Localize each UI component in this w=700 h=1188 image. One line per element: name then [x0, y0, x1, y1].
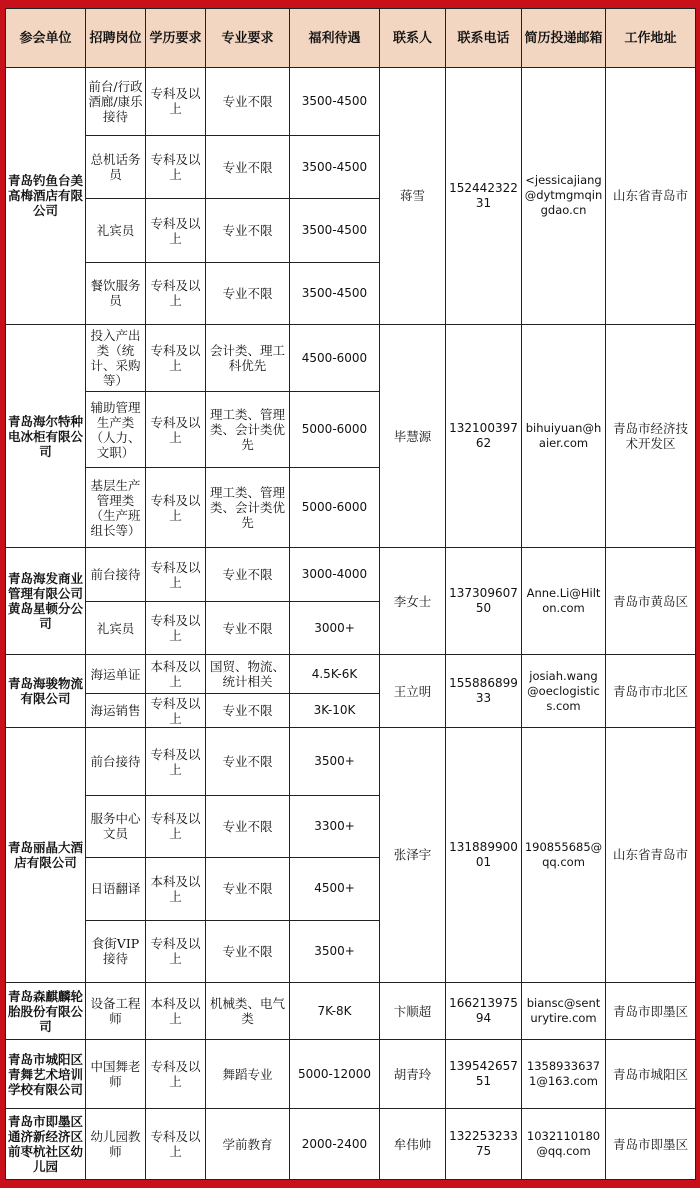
position-cell: 前台/行政酒廊/康乐接待: [86, 68, 146, 136]
contact-cell: 王立明: [380, 655, 446, 728]
company-name-cell: 青岛海发商业管理有限公司黄岛星顿分公司: [6, 548, 86, 655]
recruitment-table: [5, 8, 696, 1180]
education-cell: 专科及以上: [146, 1040, 206, 1109]
address-cell: 山东省青岛市: [606, 728, 696, 983]
salary-cell: 4.5K-6K: [290, 655, 380, 694]
education-cell: 专科及以上: [146, 694, 206, 728]
table-row: [6, 1040, 696, 1109]
major-cell: 会计类、理工科优先: [206, 324, 290, 392]
education-cell: 本科及以上: [146, 982, 206, 1039]
major-cell: 专业不限: [206, 68, 290, 136]
header-row: [6, 9, 696, 68]
salary-cell: 3500-4500: [290, 263, 380, 325]
major-cell: 专业不限: [206, 795, 290, 857]
address-cell: 山东省青岛市: [606, 68, 696, 325]
major-cell: 机械类、电气类: [206, 982, 290, 1039]
header-company: 参会单位: [6, 9, 86, 68]
job-fair-sheet: [5, 8, 695, 1180]
position-cell: 总机话务员: [86, 135, 146, 199]
major-cell: 专业不限: [206, 694, 290, 728]
major-cell: 学前教育: [206, 1109, 290, 1180]
table-row: [6, 548, 696, 601]
salary-cell: 3500-4500: [290, 135, 380, 199]
salary-cell: 3500+: [290, 921, 380, 983]
position-cell: 前台接待: [86, 728, 146, 796]
salary-cell: 4500-6000: [290, 324, 380, 392]
address-cell: 青岛市城阳区: [606, 1040, 696, 1109]
header-address: 工作地址: [606, 9, 696, 68]
major-cell: 专业不限: [206, 199, 290, 263]
phone-cell: 15588689933: [446, 655, 522, 728]
email-cell: 1032110180@qq.com: [522, 1109, 606, 1180]
salary-cell: 7K-8K: [290, 982, 380, 1039]
email-cell: josiah.wang@oeclogistics.com: [522, 655, 606, 728]
table-row: [6, 655, 696, 694]
education-cell: 专科及以上: [146, 135, 206, 199]
education-cell: 专科及以上: [146, 199, 206, 263]
table-body: [6, 68, 696, 1180]
contact-cell: 毕慧源: [380, 324, 446, 548]
education-cell: 专科及以上: [146, 921, 206, 983]
table-row: [6, 68, 696, 136]
major-cell: 舞蹈专业: [206, 1040, 290, 1109]
position-cell: 幼儿园教师: [86, 1109, 146, 1180]
email-cell: Anne.Li@Hilton.com: [522, 548, 606, 655]
contact-cell: 牟伟帅: [380, 1109, 446, 1180]
email-cell: biansc@senturytire.com: [522, 982, 606, 1039]
salary-cell: 3K-10K: [290, 694, 380, 728]
company-name-cell: 青岛市城阳区青舞艺术培训学校有限公司: [6, 1040, 86, 1109]
contact-cell: 蒋雪: [380, 68, 446, 325]
major-cell: 理工类、管理类、会计类优先: [206, 468, 290, 548]
major-cell: 专业不限: [206, 921, 290, 983]
major-cell: 专业不限: [206, 263, 290, 325]
header-salary: 福利待遇: [290, 9, 380, 68]
education-cell: 本科及以上: [146, 857, 206, 921]
salary-cell: 3000+: [290, 601, 380, 654]
position-cell: 设备工程师: [86, 982, 146, 1039]
position-cell: 辅助管理生产类（人力、文职）: [86, 392, 146, 468]
salary-cell: 4500+: [290, 857, 380, 921]
header-position: 招聘岗位: [86, 9, 146, 68]
education-cell: 专科及以上: [146, 68, 206, 136]
phone-cell: 13730960750: [446, 548, 522, 655]
table-row: [6, 324, 696, 392]
company-name-cell: 青岛海尔特种电冰柜有限公司: [6, 324, 86, 548]
phone-cell: 13188990001: [446, 728, 522, 983]
education-cell: 专科及以上: [146, 263, 206, 325]
email-cell: 13589336371@163.com: [522, 1040, 606, 1109]
education-cell: 专科及以上: [146, 728, 206, 796]
salary-cell: 5000-12000: [290, 1040, 380, 1109]
major-cell: 专业不限: [206, 728, 290, 796]
position-cell: 海运单证: [86, 655, 146, 694]
contact-cell: 卞顺超: [380, 982, 446, 1039]
position-cell: 中国舞老师: [86, 1040, 146, 1109]
position-cell: 食街VIP接待: [86, 921, 146, 983]
position-cell: 礼宾员: [86, 601, 146, 654]
position-cell: 餐饮服务员: [86, 263, 146, 325]
education-cell: 专科及以上: [146, 468, 206, 548]
header-email: 简历投递邮箱: [522, 9, 606, 68]
position-cell: 海运销售: [86, 694, 146, 728]
salary-cell: 3500+: [290, 728, 380, 796]
major-cell: 专业不限: [206, 548, 290, 601]
company-name-cell: 青岛市即墨区通济新经济区前枣杭社区幼儿园: [6, 1109, 86, 1180]
major-cell: 专业不限: [206, 857, 290, 921]
position-cell: 日语翻译: [86, 857, 146, 921]
header-major: 专业要求: [206, 9, 290, 68]
header-phone: 联系电话: [446, 9, 522, 68]
salary-cell: 2000-2400: [290, 1109, 380, 1180]
salary-cell: 3500-4500: [290, 68, 380, 136]
email-cell: 190855685@qq.com: [522, 728, 606, 983]
major-cell: 专业不限: [206, 135, 290, 199]
address-cell: 青岛市市北区: [606, 655, 696, 728]
salary-cell: 3500-4500: [290, 199, 380, 263]
salary-cell: 5000-6000: [290, 392, 380, 468]
education-cell: 本科及以上: [146, 655, 206, 694]
header-contact: 联系人: [380, 9, 446, 68]
salary-cell: 5000-6000: [290, 468, 380, 548]
contact-cell: 胡青玲: [380, 1040, 446, 1109]
table-row: [6, 728, 696, 796]
company-name-cell: 青岛海骏物流有限公司: [6, 655, 86, 728]
major-cell: 专业不限: [206, 601, 290, 654]
position-cell: 投入产出类（统计、采购等）: [86, 324, 146, 392]
salary-cell: 3300+: [290, 795, 380, 857]
salary-cell: 3000-4000: [290, 548, 380, 601]
position-cell: 服务中心文员: [86, 795, 146, 857]
table-row: [6, 982, 696, 1039]
phone-cell: 13954265751: [446, 1040, 522, 1109]
company-name-cell: 青岛丽晶大酒店有限公司: [6, 728, 86, 983]
contact-cell: 李女士: [380, 548, 446, 655]
table-row: [6, 1109, 696, 1180]
education-cell: 专科及以上: [146, 795, 206, 857]
major-cell: 国贸、物流、统计相关: [206, 655, 290, 694]
company-name-cell: 青岛钓鱼台美高梅酒店有限公司: [6, 68, 86, 325]
address-cell: 青岛市即墨区: [606, 1109, 696, 1180]
education-cell: 专科及以上: [146, 601, 206, 654]
phone-cell: 15244232231: [446, 68, 522, 325]
address-cell: 青岛市即墨区: [606, 982, 696, 1039]
position-cell: 前台接待: [86, 548, 146, 601]
phone-cell: 13225323375: [446, 1109, 522, 1180]
education-cell: 专科及以上: [146, 1109, 206, 1180]
company-name-cell: 青岛森麒麟轮胎股份有限公司: [6, 982, 86, 1039]
contact-cell: 张泽宇: [380, 728, 446, 983]
position-cell: 基层生产管理类（生产班组长等）: [86, 468, 146, 548]
address-cell: 青岛市黄岛区: [606, 548, 696, 655]
email-cell: bihuiyuan@haier.com: [522, 324, 606, 548]
position-cell: 礼宾员: [86, 199, 146, 263]
header-education: 学历要求: [146, 9, 206, 68]
education-cell: 专科及以上: [146, 548, 206, 601]
address-cell: 青岛市经济技术开发区: [606, 324, 696, 548]
education-cell: 专科及以上: [146, 392, 206, 468]
education-cell: 专科及以上: [146, 324, 206, 392]
phone-cell: 13210039762: [446, 324, 522, 548]
email-cell: <jessicajiang@dytmgmqingdao.cn: [522, 68, 606, 325]
phone-cell: 16621397594: [446, 982, 522, 1039]
major-cell: 理工类、管理类、会计类优先: [206, 392, 290, 468]
